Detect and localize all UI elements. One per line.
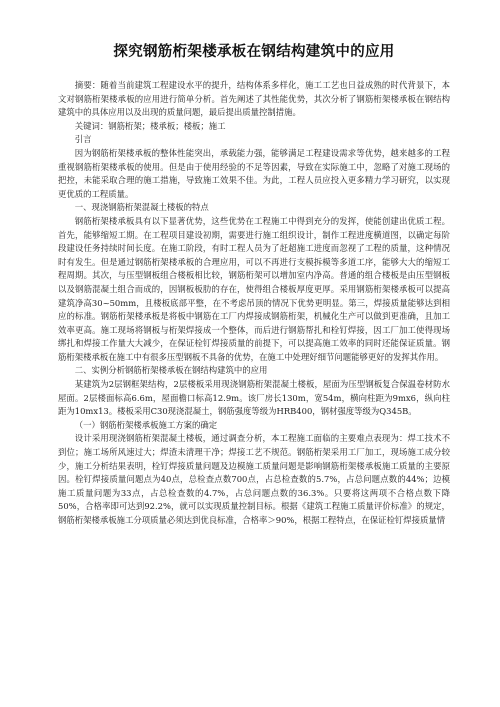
paper-body [58,79,450,528]
section1-text: 钢筋桁架楼承板具有以下显著优势，这些优势在工程施工中得到充分的发挥，使能创建出优质工程。首先，能够缩短工期。在工程项目建设初期，需要进行施工组织设计，制作工程进度横道图，以确定每阶段建设任务持续时间长度。在施工阶段，有时工程人员为了赶超施工进度而忽视了工程的质量，这种情况时有发生。但是通过钢筋桁架楼承板的合理应用，可以不再进行支模拆模等多道工序，能够大大的缩短工程周期。其次，与压型钢板组合楼板相比较，钢筋桁架可以增加室内净高。普通的组合楼板是由压型钢板以及钢筋混凝土组合而成的，因钢板板肋的存在，使得组合楼板厚度更厚。采用钢筋桁架楼承板可以提高建筑净高30~50mm，且楼板底部平整，在不考虑吊顶的情况下优势更明显。第三，焊接质量能够达到相应的标准。钢筋桁架楼承板是将板中钢筋在工厂内焊接成钢筋桁架，机械化生产可以做到更准确，且加工效率更高。施工现场将钢板与桁架焊接成一个整体，而后进行钢筋帮扎和栓钉焊接，因工厂加工使得现场绑扎和焊接工作量大大减少，在保证栓钉焊接质量的前提下，可以提高施工效率的同时还能保证质量。钢筋桁架楼承板在施工中有很多压型钢板不具备的优势，在施工中处理好细节问题能够更好的发挥其作用。 [58,215,450,362]
subsection1-heading: （一）钢筋桁架楼承板施工方案的确定 [74,419,218,430]
section1-heading: 一、现浇钢筋桁架混凝土楼板的特点 [74,202,209,213]
keywords: 关键词：钢筋桁架；楼承板；楼板；施工 [74,120,226,131]
section2-text: 某建筑为2层钢框架结构，2层楼板采用现浇钢筋桁架混凝土楼板，屋面为压型钢板复合保温卷材防水屋面。2层楼面标高6.6m，屋面檐口标高12.9m。该厂房长130m，宽54m，横向柱距为9mx6，纵向柱距为10mx13。楼板采用C30现浇混凝土，钢筋强度等级为HRB400，钢材强度等级为Q345B。 [58,379,450,417]
intro-heading: 引言 [74,134,92,145]
subsection1-text: 设计采用现浇钢筋桁架混凝土楼板，通过调查分析，本工程施工面临的主要难点表现为：焊工技术不到位；施工场所风速过大；焊渣未清理干净；焊接工艺不规范。钢筋桁架采用工厂加工，现场施工成分较少，施工分析结果表明，栓钉焊接质量问题及边模施工质量问题是影响钢筋桁架楼承板施工质量的主要原因。栓钉焊接质量问题点为40点，总检查点数700点，占总检查数的5.7%，占总问题点数的44%；边模施工质量问题为33点，占总检查数的4.7%，占总问题点数的36.3%。只要将这两项不合格点数下降50%，合格率即可达到92.2%，就可以实现质量控制目标。根据《建筑工程施工质量评价标准》的规定，钢筋桁架楼承板施工分项质量必须达到优良标准，合格率＞90%，根据工程特点，在保证栓钉焊接质量情 [58,433,450,525]
section2-heading: 二、实例分析钢筋桁架楼承板在钢结构建筑中的应用 [74,365,268,376]
paper-title: 探究钢筋桁架楼承板在钢结构建筑中的应用 [113,43,395,60]
intro-text: 因为钢筋桁架楼承板的整体性能突出，承载能力强，能够满足工程建设需求等优势，越来越多的工程重视钢筋桁架楼承板的使用。但是由于使用经验的不足等因素，导致在实际施工中，忽略了对施工现场的把控，未能采取合理的施工措施，导致施工效果不佳。为此，工程人员应投入更多精力学习研究，以实现更优质的工程质量。 [58,147,450,199]
abstract: 摘要：随着当前建筑工程建设水平的提升，结构体系多样化，施工工艺也日益成熟的时代背景下，本文对钢筋桁架楼承板的应用进行简单分析。首先阐述了其性能优势，其次分析了钢筋桁架楼承板在钢结构建筑中的具体应用以及出现的质量问题，最后提出质量控制措施。 [58,80,450,118]
